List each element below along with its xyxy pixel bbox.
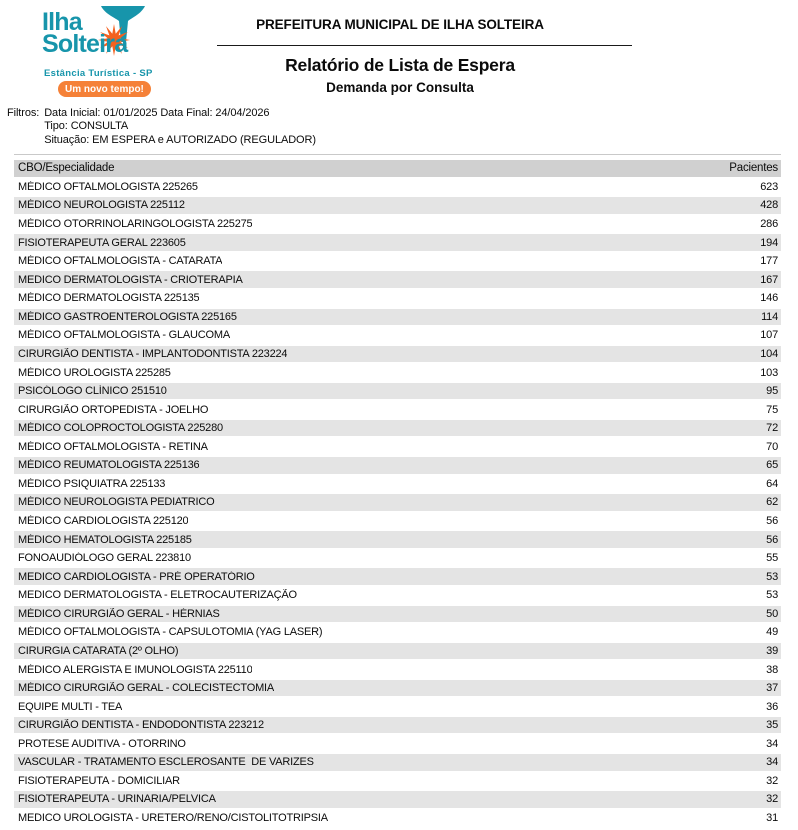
patients-cell: 72	[766, 422, 778, 435]
patients-cell: 114	[761, 310, 778, 323]
filters-lines	[44, 107, 316, 147]
table-row	[14, 773, 781, 792]
patients-cell: 104	[760, 347, 778, 360]
specialty-cell: MÉDICO UROLOGISTA 225285	[18, 366, 171, 379]
table-row	[14, 383, 781, 402]
table-row	[14, 513, 781, 532]
specialty-cell: MÉDICO CIRURGIÃO GERAL - COLECISTECTOMIA	[18, 682, 275, 695]
patients-cell: 39	[766, 644, 778, 657]
table-row	[14, 327, 781, 346]
patients-cell: 36	[766, 700, 778, 713]
specialty-cell: MÉDICO PSIQUIATRA 225133	[18, 477, 166, 490]
table-row	[14, 717, 781, 736]
logo-city-name	[42, 8, 128, 58]
patients-cell: 55	[766, 552, 778, 565]
patients-cell: 49	[766, 626, 778, 639]
table-row	[14, 810, 781, 829]
patients-cell: 428	[760, 199, 778, 212]
organization-title: PREFEITURA MUNICIPAL DE ILHA SOLTEIRA	[256, 17, 544, 32]
specialty-cell: CIRURGIÃO DENTISTA - IMPLANTODONTISTA 223224	[18, 347, 288, 360]
patients-cell: 56	[766, 515, 778, 527]
patients-cell: 38	[766, 663, 778, 676]
table-row	[14, 661, 781, 680]
specialty-cell: PROTESE AUDITIVA - OTORRINO	[18, 737, 186, 750]
patients-cell: 75	[766, 403, 778, 416]
patients-cell: 286	[760, 218, 778, 230]
table-body	[14, 179, 781, 829]
filters-label: Filtros:	[7, 107, 40, 119]
table-row	[14, 624, 781, 643]
logo-city-name-line2: Solteira	[42, 30, 128, 58]
patients-cell: 107	[760, 329, 778, 342]
table-row	[14, 754, 781, 773]
table-row	[14, 234, 781, 253]
patients-cell: 50	[766, 607, 778, 620]
specialty-cell: EQUIPE MULTI - TEA	[18, 700, 123, 713]
specialty-cell: MÉDICO NEUROLOGISTA PEDIATRICO	[18, 496, 215, 509]
specialty-cell: CIRURGIA CATARATA (2º OLHO)	[18, 644, 179, 657]
filter-type: Tipo: CONSULTA	[44, 120, 129, 133]
specialty-cell: MEDICO DERMATOLOGISTA - CRIOTERAPIA	[18, 273, 243, 286]
patients-cell: 177	[760, 255, 778, 268]
table-row	[14, 587, 781, 606]
patients-cell: 146	[760, 292, 778, 305]
logo-subtitle: Estância Turística - SP	[44, 68, 153, 79]
patients-cell: 34	[766, 756, 778, 769]
table-row	[14, 494, 781, 513]
patients-cell: 31	[766, 812, 778, 824]
table-header-row	[14, 160, 781, 179]
table-top-divider	[14, 154, 781, 155]
specialty-cell: MEDICO UROLOGISTA - URETERO/RENO/CISTOLITOTRIPSIA	[18, 812, 328, 824]
table-row	[14, 253, 781, 272]
table-row	[14, 197, 781, 216]
table-row	[14, 290, 781, 309]
table-row	[14, 476, 781, 495]
table-row	[14, 179, 781, 198]
specialty-cell: FONOAUDIÓLOGO GERAL 223810	[18, 552, 191, 565]
table-row	[14, 643, 781, 662]
table-row	[14, 680, 781, 699]
patients-cell: 32	[766, 774, 778, 787]
table-row	[14, 271, 781, 290]
table-row	[14, 698, 781, 717]
table-row	[14, 438, 781, 457]
patients-cell: 62	[766, 496, 778, 509]
specialty-cell: FISIOTERAPEUTA - DOMICILIAR	[18, 774, 180, 787]
table-row	[14, 346, 781, 365]
patients-cell: 167	[760, 273, 778, 286]
patients-cell: 53	[766, 570, 778, 583]
specialty-cell: MEDICO DERMATOLOGISTA - ELETROCAUTERIZAÇÃO	[18, 589, 297, 602]
table-row	[14, 457, 781, 476]
patients-cell: 34	[766, 737, 778, 750]
filter-status: Situação: EM ESPERA e AUTORIZADO (REGULADOR)	[44, 133, 316, 146]
table-row	[14, 568, 781, 587]
patients-cell: 95	[766, 385, 778, 398]
table-row	[14, 216, 781, 235]
specialty-cell: FISIOTERAPEUTA - URINARIA/PELVICA	[18, 793, 216, 806]
header-divider	[217, 45, 632, 46]
specialty-cell: MÉDICO OFTALMOLOGISTA - GLAUCOMA	[18, 329, 230, 342]
specialty-cell: MÉDICO OFTALMOLOGISTA 225265	[18, 180, 198, 193]
patients-cell: 35	[766, 719, 778, 732]
filters-block	[7, 107, 316, 147]
patients-cell: 64	[766, 477, 778, 490]
patients-cell: 32	[766, 793, 778, 806]
table-row	[14, 309, 781, 328]
specialty-cell: VASCULAR - TRATAMENTO ESCLEROSANTE DE VARIZES	[18, 756, 314, 769]
table-row	[14, 531, 781, 550]
table-row	[14, 550, 781, 569]
patients-cell: 103	[760, 366, 778, 379]
table-row	[14, 364, 781, 383]
specialty-cell: MÉDICO GASTROENTEROLOGISTA 225165	[18, 310, 237, 323]
column-header-specialty: CBO/Especialidade	[18, 162, 115, 175]
specialty-cell: MÉDICO CARDIOLOGISTA 225120	[18, 515, 189, 527]
patients-cell: 65	[766, 459, 778, 472]
specialty-cell: MÉDICO OFTALMOLOGISTA - RETINA	[18, 440, 208, 453]
patients-cell: 37	[766, 682, 778, 695]
waitlist-table	[14, 160, 781, 828]
specialty-cell: MÉDICO REUMATOLOGISTA 225136	[18, 459, 200, 472]
specialty-cell: MÉDICO ALERGISTA E IMUNOLOGISTA 225110	[18, 663, 253, 676]
table-row	[14, 791, 781, 810]
table-row	[14, 401, 781, 420]
column-header-patients: Pacientes	[729, 162, 778, 175]
table-row	[14, 606, 781, 625]
specialty-cell: CIRURGIÃO DENTISTA - ENDODONTISTA 223212	[18, 719, 264, 732]
specialty-cell: MÉDICO COLOPROCTOLOGISTA 225280	[18, 422, 223, 435]
specialty-cell: MÉDICO DERMATOLOGISTA 225135	[18, 292, 200, 305]
specialty-cell: MÉDICO OFTALMOLOGISTA - CAPSULOTOMIA (YAG LASER)	[18, 626, 323, 639]
table-row	[14, 735, 781, 754]
filter-date-range: Data Inicial: 01/01/2025 Data Final: 24/04/2026	[44, 107, 270, 119]
patients-cell: 194	[760, 236, 778, 249]
report-title: Relatório de Lista de Espera	[285, 55, 515, 75]
table-row	[14, 420, 781, 439]
specialty-cell: MÉDICO NEUROLOGISTA 225112	[18, 199, 185, 212]
report-subtitle: Demanda por Consulta	[326, 80, 474, 95]
patients-cell: 53	[766, 589, 778, 602]
patients-cell: 56	[766, 533, 778, 546]
specialty-cell: MEDICO CARDIOLOGISTA - PRÉ OPERATÓRIO	[18, 570, 255, 583]
logo-city-name-line1: Ilha	[42, 8, 82, 36]
patients-cell: 70	[766, 440, 778, 453]
specialty-cell: MÉDICO CIRURGIÃO GERAL - HÉRNIAS	[18, 607, 220, 620]
specialty-cell: MÉDICO OTORRINOLARINGOLOGISTA 225275	[18, 218, 253, 230]
patients-cell: 623	[760, 180, 778, 193]
specialty-cell: MÉDICO OFTALMOLOGISTA - CATARATA	[18, 255, 223, 268]
specialty-cell: PSICÓLOGO CLÍNICO 251510	[18, 385, 167, 398]
specialty-cell: CIRURGIÃO ORTOPEDISTA - JOELHO	[18, 403, 209, 416]
specialty-cell: MÉDICO HEMATOLOGISTA 225185	[18, 533, 192, 546]
specialty-cell: FISIOTERAPEUTA GERAL 223605	[18, 236, 186, 249]
logo-slogan-badge: Um novo tempo!	[58, 81, 151, 97]
